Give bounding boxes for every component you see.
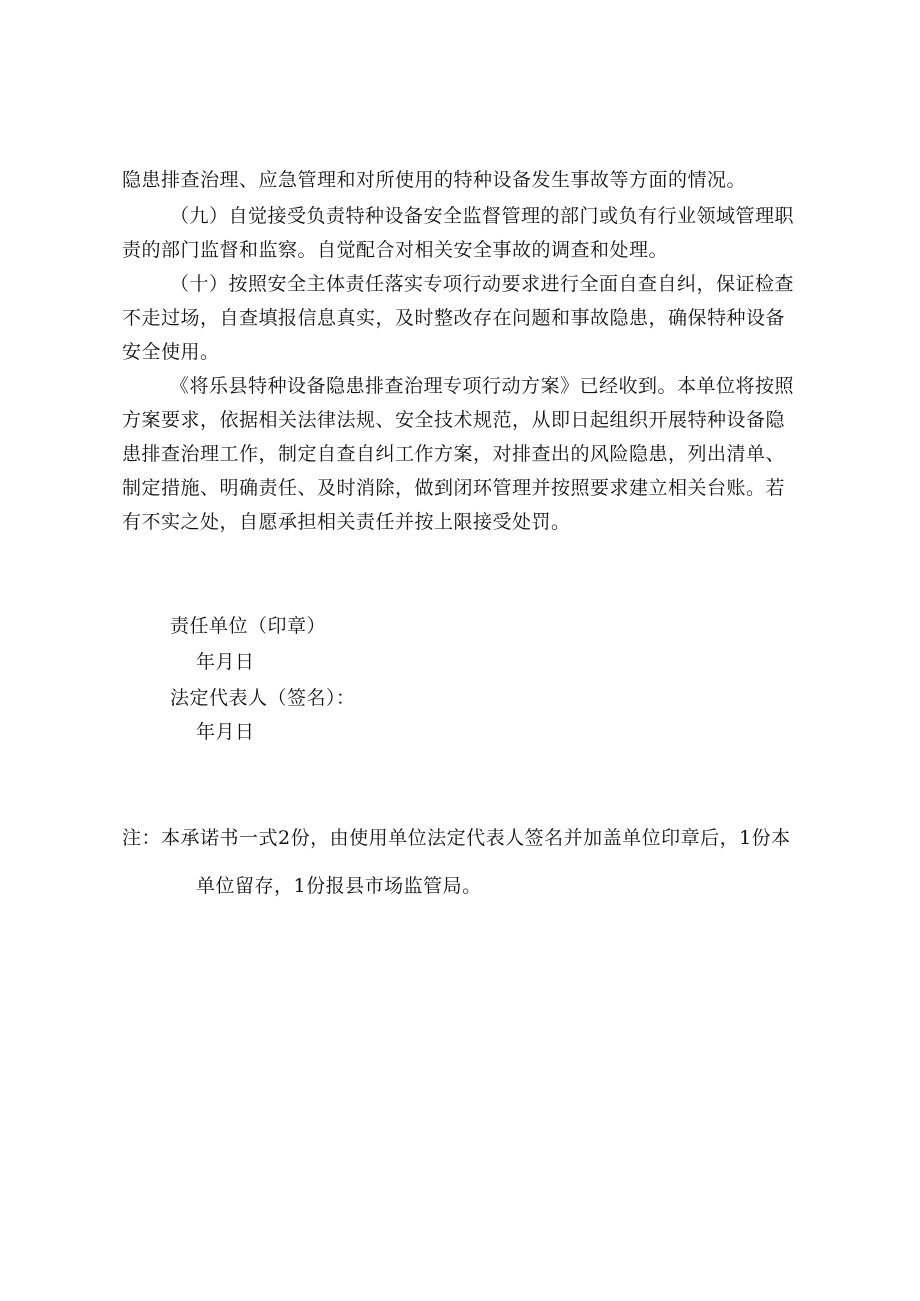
note-line-1: 注：本承诺书一式2份，由使用单位法定代表人签名并加盖单位印章后，1份本	[122, 827, 791, 849]
paragraph-line: 《将乐县特种设备隐患排查治理专项行动方案》已经收到。本单位将按照	[170, 375, 795, 397]
paragraph-line: 责的部门监督和监察。自觉配合对相关安全事故的调查和处理。	[122, 239, 669, 261]
representative-date: 年月日	[196, 721, 255, 743]
legal-representative-label: 法定代表人（签名）：	[170, 687, 356, 709]
paragraph-line: 有不实之处，自愿承担相关责任并按上限接受处罚。	[122, 511, 571, 533]
note-line-2: 单位留存，1份报县市场监管局。	[196, 875, 482, 897]
paragraph-line: （十）按照安全主体责任落实专项行动要求进行全面自查自纠，保证检查	[170, 273, 795, 295]
paragraph-line: （九）自觉接受负责特种设备安全监督管理的部门或负有行业领域管理职	[170, 205, 795, 227]
paragraph-line: 不走过场，自查填报信息真实，及时整改存在问题和事故隐患，确保特种设备	[122, 307, 786, 329]
paragraph-line: 制定措施、明确责任、及时消除，做到闭环管理并按照要求建立相关台账。若	[122, 477, 786, 499]
paragraph-line: 隐患排查治理、应急管理和对所使用的特种设备发生事故等方面的情况。	[122, 169, 747, 191]
responsible-unit-label: 责任单位（印章）	[170, 615, 327, 637]
paragraph-line: 方案要求，依据相关法律法规、安全技术规范，从即日起组织开展特种设备隐	[122, 409, 786, 431]
paragraph-line: 患排查治理工作，制定自查自纠工作方案，对排查出的风险隐患，列出清单、	[122, 443, 786, 465]
unit-date: 年月日	[196, 651, 255, 673]
paragraph-line: 安全使用。	[122, 341, 220, 363]
